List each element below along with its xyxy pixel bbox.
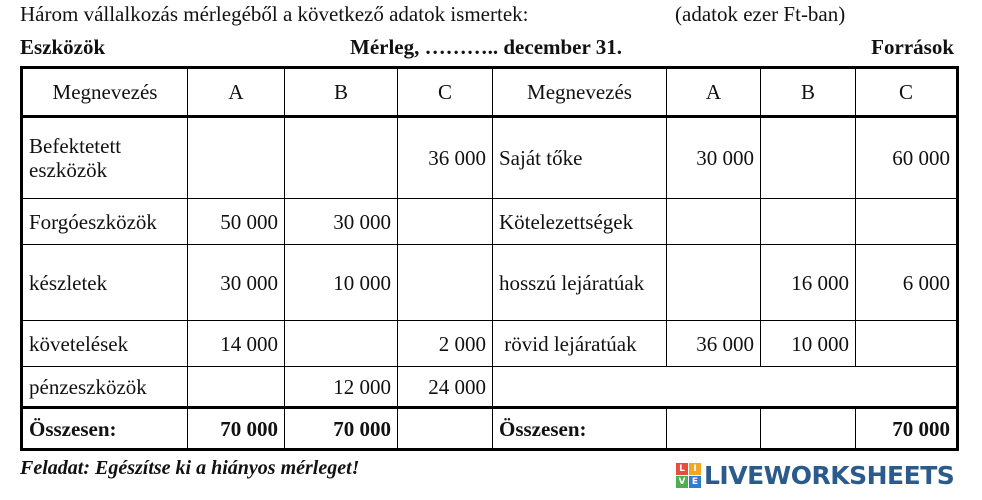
- input-cell[interactable]: [667, 245, 761, 321]
- row-label: pénzeszközök: [22, 367, 188, 408]
- row-label: Kötelezettségek: [493, 199, 667, 245]
- table-row: [22, 117, 958, 199]
- total-label: Összesen:: [22, 408, 188, 450]
- input-cell[interactable]: [667, 199, 761, 245]
- value-cell: 50 000: [188, 199, 285, 245]
- header-row: [22, 68, 958, 117]
- total-input-cell[interactable]: [398, 408, 493, 450]
- logo-letter: V: [676, 476, 688, 488]
- row-label: hosszú lejáratúak: [493, 245, 667, 321]
- value-cell: 12 000: [285, 367, 398, 408]
- value-cell: 10 000: [761, 321, 856, 367]
- header-cell: B: [761, 68, 856, 117]
- row-label: készletek: [22, 245, 188, 321]
- input-cell[interactable]: [398, 245, 493, 321]
- logo-letter: I: [689, 463, 701, 475]
- input-cell[interactable]: [761, 117, 856, 199]
- total-row: [22, 408, 958, 450]
- value-cell: 24 000: [398, 367, 493, 408]
- total-input-cell[interactable]: [761, 408, 856, 450]
- table-row: [22, 245, 958, 321]
- total-value: 70 000: [285, 408, 398, 450]
- value-cell: 30 000: [285, 199, 398, 245]
- value-cell: 6 000: [856, 245, 958, 321]
- value-cell: 14 000: [188, 321, 285, 367]
- table-row: [22, 367, 958, 408]
- row-label: Forgóeszközök: [22, 199, 188, 245]
- header-cell: C: [856, 68, 958, 117]
- input-cell[interactable]: [761, 199, 856, 245]
- input-cell[interactable]: [188, 117, 285, 199]
- value-cell: 36 000: [398, 117, 493, 199]
- header-cell: C: [398, 68, 493, 117]
- assets-heading: Eszközök: [20, 35, 106, 59]
- header-cell: A: [188, 68, 285, 117]
- task-instruction: Feladat: Egészítse ki a hiányos mérleget!: [20, 457, 360, 479]
- header-cell: B: [285, 68, 398, 117]
- row-label: rövid lejáratúak: [493, 321, 667, 367]
- input-cell[interactable]: [856, 199, 958, 245]
- total-value: 70 000: [856, 408, 958, 450]
- header-cell: Megnevezés: [22, 68, 188, 117]
- unit-note: (adatok ezer Ft-ban): [675, 2, 846, 26]
- value-cell: 10 000: [285, 245, 398, 321]
- value-cell: 60 000: [856, 117, 958, 199]
- total-label: Összesen:: [493, 408, 667, 450]
- table-row: [22, 321, 958, 367]
- logo-mark-icon: [676, 463, 701, 488]
- balance-title-bar: [20, 35, 954, 61]
- value-cell: 2 000: [398, 321, 493, 367]
- liveworksheets-logo: [676, 460, 954, 490]
- intro-text: [20, 2, 846, 27]
- logo-text: LIVEWORKSHEETS: [704, 460, 955, 490]
- header-cell: A: [667, 68, 761, 117]
- value-cell: 30 000: [667, 117, 761, 199]
- intro-sentence: Három vállalkozás mérlegéből a következő adatok ismertek:: [20, 2, 529, 26]
- value-cell: 30 000: [188, 245, 285, 321]
- total-input-cell[interactable]: [667, 408, 761, 450]
- input-cell[interactable]: [285, 321, 398, 367]
- input-cell[interactable]: [188, 367, 285, 408]
- input-cell[interactable]: [285, 117, 398, 199]
- input-cell[interactable]: [398, 199, 493, 245]
- empty-merged-cell: [493, 367, 958, 408]
- logo-letter: L: [676, 463, 688, 475]
- logo-letter: E: [689, 476, 701, 488]
- value-cell: 16 000: [761, 245, 856, 321]
- header-cell: Megnevezés: [493, 68, 667, 117]
- value-cell: 36 000: [667, 321, 761, 367]
- balance-title: Mérleg, ……….. december 31.: [350, 35, 622, 59]
- row-label: Saját tőke: [493, 117, 667, 199]
- row-label: követelések: [22, 321, 188, 367]
- row-label: Befektetett eszközök: [22, 117, 188, 199]
- table-row: [22, 199, 958, 245]
- input-cell[interactable]: [856, 321, 958, 367]
- total-value: 70 000: [188, 408, 285, 450]
- balance-sheet-table: [20, 66, 959, 451]
- sources-heading: Források: [871, 35, 954, 59]
